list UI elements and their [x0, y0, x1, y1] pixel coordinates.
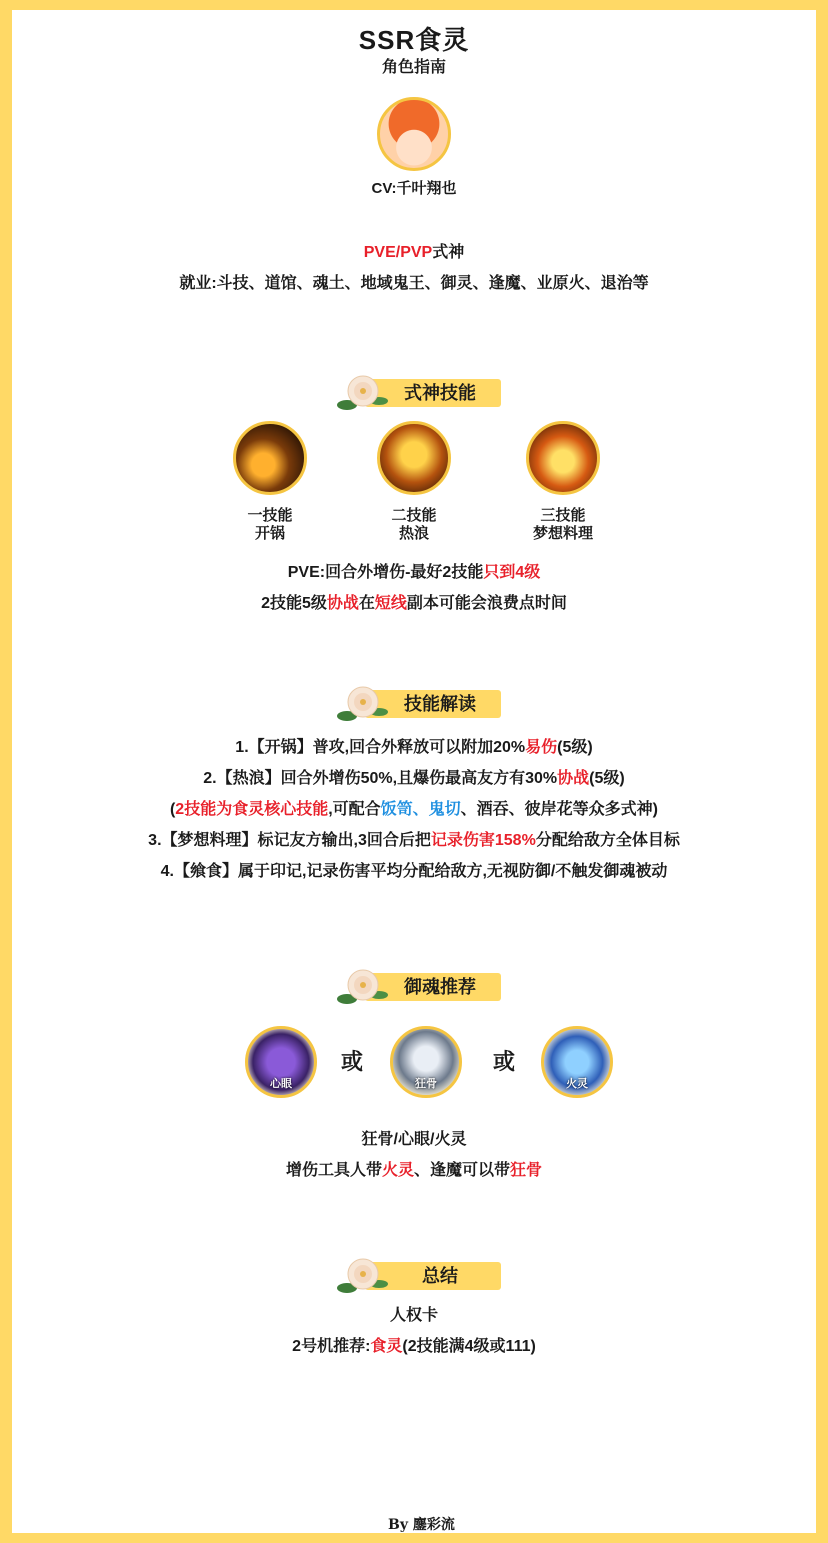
analysis-line-4: [0, 831, 828, 851]
page-title: SSR食灵: [358, 25, 470, 55]
section-title-skills: 式神技能: [365, 379, 501, 407]
analysis-line-3: [0, 800, 828, 820]
section-title-summary: 总结: [365, 1262, 501, 1290]
flower-icon: [335, 680, 391, 726]
soul-names: 狂骨/心眼/火灵: [361, 1131, 467, 1148]
section-header-summary: [335, 1258, 501, 1292]
soul-rec-text-b: 、逢魔可以带: [414, 1162, 511, 1179]
analysis-1-text: 1.【开锅】普攻,回合外释放可以附加20%: [235, 739, 526, 756]
section-header-analysis: [335, 686, 501, 720]
analysis-4-highlight: 记录伤害158%: [430, 832, 536, 849]
skill-3-num: 三技能: [540, 507, 586, 524]
flower-icon: [335, 369, 391, 415]
skill-2-num: 二技能: [391, 507, 437, 524]
analysis-2-text: 2.【热浪】回合外增伤50%,且爆伤最高友方有30%: [203, 770, 558, 787]
skill-1-label: [210, 507, 330, 543]
role-suffix: 式神: [432, 244, 465, 261]
character-avatar: [377, 97, 451, 171]
analysis-4-text-a: 3.【梦想料理】标记友方输出,3回合后把: [148, 832, 431, 849]
soul-1-label: 心眼: [270, 1078, 292, 1090]
or-separator: 或: [493, 1049, 516, 1074]
analysis-2-level: (5级): [589, 770, 625, 787]
summary-line-2: [0, 1337, 828, 1357]
analysis-3-text-b: ,可配合: [328, 801, 381, 818]
soul-recommendation: [0, 1161, 828, 1181]
summary-2-text-b: (2技能满4级或111): [402, 1338, 536, 1355]
soul-rec-text-a: 增伤工具人带: [285, 1162, 382, 1179]
summary-2-highlight: 食灵: [370, 1338, 403, 1355]
jobs-line: 就业:斗技、道馆、魂土、地域鬼王、御灵、逢魔、业原火、退治等: [179, 275, 649, 292]
author-credit: By 鏖彩流: [388, 1517, 455, 1533]
role-line: [0, 243, 828, 263]
analysis-line-1: [0, 738, 828, 758]
analysis-3-open: (: [169, 801, 176, 818]
skill-note-2-text-a: 2技能5级: [261, 595, 327, 612]
skill-note-2-highlight-b: 短线: [374, 595, 407, 612]
summary-line-1: 人权卡: [389, 1307, 438, 1324]
page-subtitle: 角色指南: [381, 59, 446, 76]
analysis-line-2: [0, 769, 828, 789]
soul-huoling-icon: [541, 1026, 613, 1098]
analysis-4-text-b: 分配给敌方全体目标: [535, 832, 680, 849]
soul-rec-highlight-b: 狂骨: [510, 1162, 543, 1179]
section-title-souls: 御魂推荐: [365, 973, 501, 1001]
skill-2-icon: [377, 421, 451, 495]
summary-2-text-a: 2号机推荐:: [292, 1338, 371, 1355]
analysis-1-level: (5级): [557, 739, 593, 756]
skill-note-2-text-b: 在: [358, 595, 375, 612]
skill-note-1-highlight: 只到4级: [483, 564, 541, 581]
section-header-souls: [335, 969, 501, 1003]
analysis-3-highlight: 2技能为食灵核心技能: [175, 801, 329, 818]
skill-note-1: [0, 563, 828, 583]
skill-3-name: 梦想料理: [532, 525, 593, 542]
skill-1-icon: [233, 421, 307, 495]
skill-2-name: 热浪: [398, 525, 429, 542]
or-separator: 或: [341, 1049, 364, 1074]
skill-2-label: [354, 507, 474, 543]
flower-icon: [335, 1252, 391, 1298]
analysis-2-highlight: 协战: [557, 770, 590, 787]
skill-3-label: [503, 507, 623, 543]
analysis-line-5: 4.【飨食】属于印记,记录伤害平均分配给敌方,无视防御/不触发御魂被动: [160, 863, 668, 880]
skill-1-num: 一技能: [247, 507, 293, 524]
analysis-3-blue: 饭笥、鬼切: [380, 801, 461, 818]
soul-2-label: 狂骨: [415, 1078, 437, 1090]
soul-xinyan-icon: [245, 1026, 317, 1098]
skill-note-1-text: PVE:回合外增伤-最好2技能: [287, 564, 484, 581]
flower-icon: [335, 963, 391, 1009]
role-type: PVE/PVP: [363, 244, 433, 261]
skill-1-name: 开锅: [254, 525, 285, 542]
soul-rec-highlight-a: 火灵: [381, 1162, 414, 1179]
skill-note-2-text-c: 副本可能会浪费点时间: [406, 595, 567, 612]
section-title-analysis: 技能解读: [365, 690, 501, 718]
soul-kuanggu-icon: [390, 1026, 462, 1098]
section-header-skills: [335, 375, 501, 409]
analysis-1-highlight: 易伤: [525, 739, 558, 756]
skill-note-2-highlight-a: 协战: [326, 595, 359, 612]
cv-label: CV:千叶翔也: [371, 180, 457, 197]
analysis-3-text-c: 、酒吞、彼岸花等众多式神): [460, 801, 659, 818]
soul-3-label: 火灵: [566, 1078, 588, 1090]
skill-note-2: [0, 594, 828, 614]
skill-3-icon: [526, 421, 600, 495]
